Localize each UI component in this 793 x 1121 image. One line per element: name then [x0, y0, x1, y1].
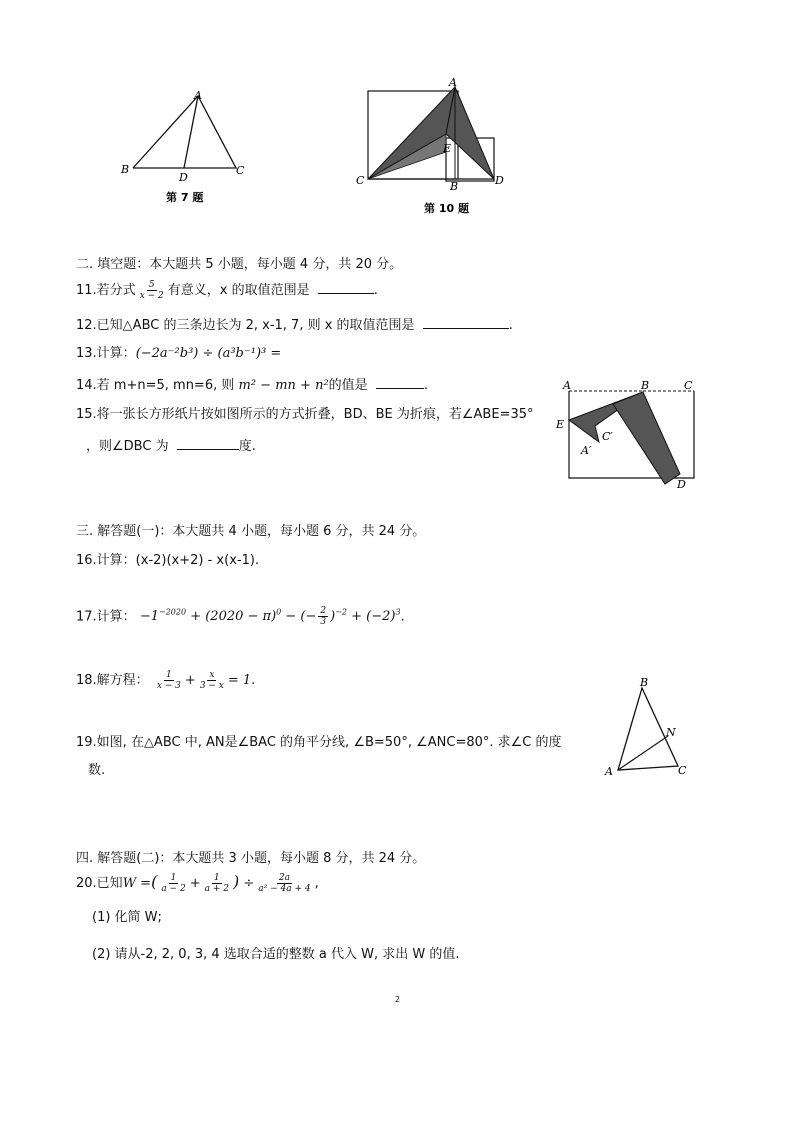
label-A: A	[194, 89, 202, 102]
label-A-prime: A′	[581, 444, 592, 457]
q14-expression: m² − mn + n²	[238, 378, 329, 393]
label-N: N	[666, 726, 676, 739]
label-C: C	[678, 764, 687, 777]
answer-blank[interactable]	[423, 315, 509, 329]
q17-expression: $-1^{-2020} + (2020 - \pi)^0$ − (− $\frac{2}{3}$ )$^{-2} + (-2)^3$	[139, 606, 401, 628]
q11-post: 有意义，x 的取值范围是	[167, 283, 310, 298]
figure-10-caption: 第 10 题	[424, 202, 469, 215]
label-B: B	[641, 379, 650, 392]
q14-post: 的值是	[328, 378, 368, 393]
q20-fraction-2: $\frac{1}{a + 2}$	[204, 873, 229, 894]
label-D: D	[179, 171, 188, 184]
question-20-part-2: (2) 请从-2, 2, 0, 3, 4 选取合适的整数 a 代入 W, 求出 W 的值.	[92, 947, 460, 962]
label-A: A	[449, 76, 457, 89]
label-C: C	[356, 174, 365, 187]
section-2-header: 二. 填空题：本大题共 5 小题，每小题 4 分，共 20 分。	[76, 257, 403, 272]
question-20: 20.已知W =( $\frac{1}{a - 2}$ + $\frac{1}{a + 2}$ ) ÷ $\frac{2a}{\text{a² − 4a + 4}}$ ,	[76, 872, 319, 894]
label-C: C	[684, 379, 693, 392]
q13-pre: 13.计算：	[76, 346, 136, 361]
question-15-line-2	[86, 436, 256, 456]
question-14: 14.若 m+n=5, mn=6, 则 m² − mn + n²的值是 .	[76, 375, 428, 395]
q15-post: 度.	[238, 439, 256, 454]
question-20-part-1: (1) 化简 W;	[92, 910, 162, 925]
question-13	[76, 345, 281, 363]
q18-fraction-2: $\frac{x}{3 - x}$	[199, 670, 224, 691]
q20-fraction-1: $\frac{1}{a - 2}$	[161, 873, 186, 894]
q18-fraction-1: $\frac{1}{x - 3}$	[156, 670, 181, 691]
q12-text: 12.已知△ABC 的三条边长为 2, x-1, 7, 则 x 的取值范围是	[76, 318, 415, 333]
label-D: D	[677, 478, 686, 490]
label-C: C	[236, 164, 245, 177]
answer-blank[interactable]	[318, 280, 374, 294]
question-11: 11.若分式 $\frac{5}{x - 2}$ 有意义，x 的取值范围是 .	[76, 280, 378, 301]
answer-blank[interactable]	[177, 436, 239, 450]
q14-pre: 14.若 m+n=5, mn=6, 则	[76, 378, 235, 393]
q11-pre: 11.若分式	[76, 283, 136, 298]
figure-19	[600, 674, 700, 784]
question-12: 12.已知△ABC 的三条边长为 2, x-1, 7, 则 x 的取值范围是 .	[76, 315, 513, 335]
figure-15	[553, 378, 703, 490]
label-C-prime: C′	[602, 430, 613, 443]
question-19-line-2: 数.	[88, 763, 106, 778]
q20-fraction-3: $\frac{2a}{\text{a² − 4a + 4}}$	[258, 873, 311, 894]
answer-blank[interactable]	[376, 375, 424, 389]
label-D: D	[495, 174, 504, 187]
label-B: B	[121, 163, 130, 176]
figure-7-caption: 第 7 题	[166, 191, 204, 204]
figure-7	[118, 88, 253, 208]
q15-pre: ，则∠DBC 为	[86, 439, 169, 454]
question-16: 16.计算：(x-2)(x+2) - x(x-1).	[76, 553, 260, 568]
label-A: A	[605, 765, 613, 778]
section-3-header: 三. 解答题(一)：本大题共 4 小题，每小题 6 分，共 24 分。	[76, 524, 426, 539]
question-19-line-1: 19.如图, 在△ABC 中, AN是∠BAC 的角平分线, ∠B=50°, ∠ANC=80°. 求∠C 的度	[76, 735, 562, 750]
question-17: 17.计算： $-1^{-2020} + (2020 - \pi)^0$ − (− $\frac{2}{3}$ )$^{-2} + (-2)^3$.	[76, 606, 405, 628]
figure-10	[352, 72, 522, 220]
label-B: B	[640, 676, 649, 689]
question-15-line-1: 15.将一张长方形纸片按如图所示的方式折叠，BD、BE 为折痕，若∠ABE=35°	[76, 407, 534, 422]
page-number: 2	[395, 995, 401, 1004]
question-18: 18.解方程： $\frac{1}{x - 3}$ + $\frac{x}{3 - x}$ = 1.	[76, 670, 256, 691]
q11-fraction: $\frac{5}{x - 2}$	[139, 280, 164, 301]
q13-expression: (−2a⁻²b³) ÷ (a³b⁻¹)³ =	[135, 346, 282, 361]
label-B: B	[450, 180, 459, 193]
label-E: E	[443, 142, 452, 155]
section-4-header: 四. 解答题(二)：本大题共 3 小题，每小题 8 分，共 24 分。	[76, 851, 426, 866]
label-A: A	[563, 379, 571, 392]
label-E: E	[556, 418, 565, 431]
